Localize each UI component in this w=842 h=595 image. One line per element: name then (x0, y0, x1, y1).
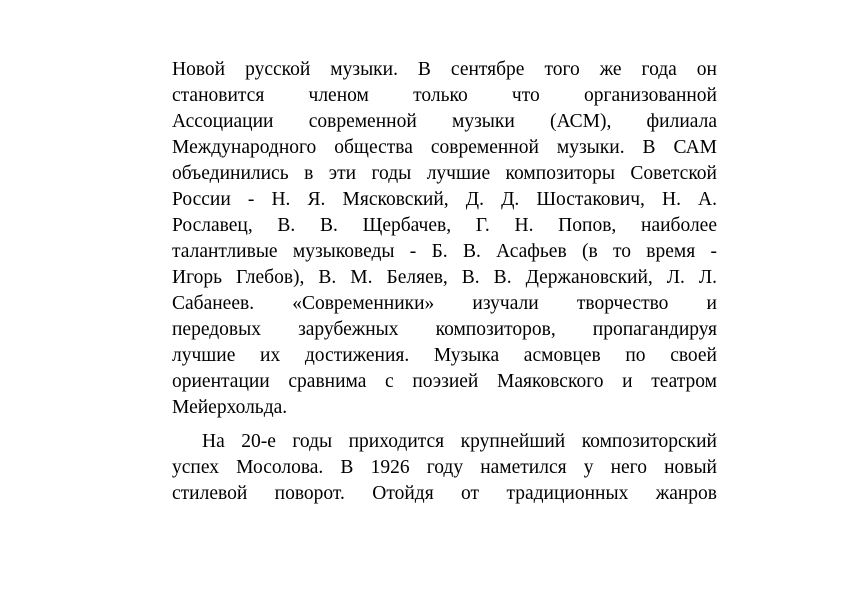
text-line: ориентации сравнима с поэзией Маяковского и театром (172, 371, 717, 392)
text-line: становится членом только что организованной (172, 85, 717, 106)
paragraph-1 (172, 57, 717, 421)
text-line: Международного общества современной музыки. В САМ (172, 137, 717, 158)
text-line: Рославец, В. В. Щербачев, Г. Н. Попов, наиболее (172, 215, 717, 236)
text-line: Мейерхольда. (172, 397, 288, 418)
text-line: объединились в эти годы лучшие композиторы Советской (172, 163, 717, 184)
text-line: Игорь Глебов), В. М. Беляев, В. В. Держановский, Л. Л. (172, 267, 717, 288)
text-line: талантливые музыковеды - Б. В. Асафьев (в то время - (172, 241, 717, 262)
text-line: Новой русской музыки. В сентябре того же года он (172, 59, 717, 80)
text-line: На 20-е годы приходится крупнейший композиторский (202, 431, 717, 452)
paragraph-2 (172, 429, 717, 507)
text-line: лучшие их достижения. Музыка асмовцев по своей (172, 345, 717, 366)
text-line: успех Мосолова. В 1926 году наметился у него новый (172, 457, 717, 478)
text-line: передовых зарубежных композиторов, пропагандируя (172, 319, 717, 340)
text-line: стилевой поворот. Отойдя от традиционных жанров (172, 483, 717, 504)
text-line: Ассоциации современной музыки (АСМ), филиала (172, 111, 717, 132)
text-line: Сабанеев. «Современники» изучали творчество и (172, 293, 717, 314)
text-line: России - Н. Я. Мясковский, Д. Д. Шостакович, Н. А. (172, 189, 717, 210)
text-block (172, 57, 717, 507)
